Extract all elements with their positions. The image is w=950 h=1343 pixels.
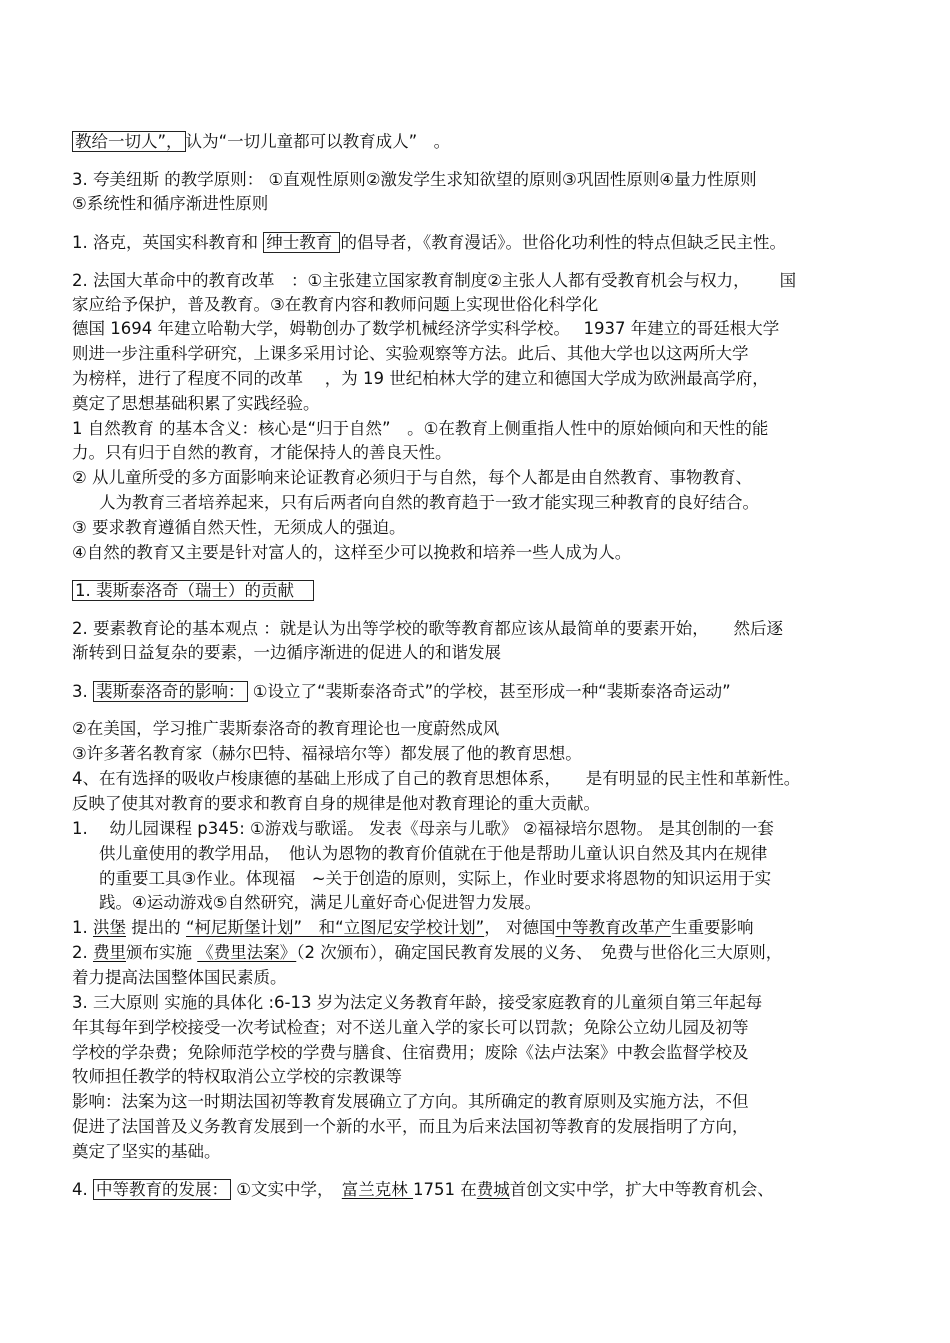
text-line: 2. 要素教育论的基本观点 ：就是认为出等学校的歌等教育都应该从最简单的要素开始， 然后逐 (72, 619, 783, 638)
text-line: 1. 幼儿园课程 p345: ①游戏与歌谣。 发表《母亲与儿歌》 ②福禄培尔恩物。 是其创制的一套 (72, 819, 774, 838)
text-line: ②在美国，学习推广裴斯泰洛奇的教育理论也一度蔚然成风 (72, 719, 500, 738)
text-line: 奠定了坚实的基础。 (72, 1142, 221, 1161)
text-line: 4、在有选择的吸收卢梭康德的基础上形成了自己的教育思想体系， 是有明显的民主性和革新性。 (72, 769, 801, 788)
text-line: 家应给予保护，普及教育。③在教育内容和教师问题上实现世俗化科学化 (72, 295, 599, 314)
text-line: 3. 三大原则 实施的具体化 :6-13 岁为法定义务教育年龄，接受家庭教育的儿童须自第三年起每 (72, 993, 763, 1012)
boxed-term: 绅士教育 (263, 232, 340, 253)
text-line: ③ 要求教育遵循自然天性，无须成人的强迫。 (72, 518, 406, 537)
text-line: 2. 费里颁布实施 《费里法案》（2 次颁布），确定国民教育发展的义务、 免费与世俗化三大原则， (72, 943, 783, 962)
text-line: ④自然的教育又主要是针对富人的，这样至少可以挽救和培养一些人成为人。 (72, 543, 632, 562)
text-line: 影响：法案为这一时期法国初等教育发展确立了方向。其所确定的教育原则及实施方法，不但 (72, 1092, 749, 1111)
text-line: 反映了使其对教育的要求和教育自身的规律是他对教育理论的重大贡献。 (72, 794, 600, 813)
text-line: 2. 法国大革命中的教育改革 ：①主张建立国家教育制度②主张人人都有受教育机会与权力， 国 (72, 271, 797, 290)
text-line: ⑤系统性和循序渐进性原则 (72, 194, 269, 213)
text-line: 力。只有归于自然的教育，才能保持人的善良天性。 (72, 443, 452, 462)
text-line: 供儿童使用的教学用品， 他认为恩物的教育价值就在于他是帮助儿童认识自然及其内在规律 (99, 844, 768, 863)
boxed-term: 中等教育的发展： (93, 1179, 231, 1200)
text-line: 年其每年到学校接受一次考试检查；对不送儿童入学的家长可以罚款；免除公立幼儿园及初等 (72, 1018, 749, 1037)
boxed-term: 教给一切人”， (72, 131, 186, 152)
text-line: 德国 1694 年建立哈勒大学，姆勒创办了数学机械经济学实科学校。 1937 年建立的哥廷根大学 (72, 319, 780, 338)
boxed-heading: 1. 裴斯泰洛奇（瑞士）的贡献 (72, 580, 314, 601)
text-line: 1. 洪堡 提出的 “柯尼斯堡计划” 和“立图尼安学校计划”， 对德国中等教育改革产生重要影响 (72, 918, 754, 937)
text-line: ② 从儿童所受的多方面影响来论证教育必须归于与自然，每个人都是由自然教育、事物教育、 (72, 468, 753, 487)
text-line: 则进一步注重科学研究，上课多采用讨论、实验观察等方法。此后、其他大学也以这两所大学 (72, 344, 749, 363)
text-line: 人为教育三者培养起来，只有后两者向自然的教育趋于一致才能实现三种教育的良好结合。 (99, 493, 759, 512)
text-line: 1. 洛克，英国实科教育和 绅士教育 的倡导者，《教育漫话》。世俗化功利性的特点但缺乏民主性。 (72, 233, 786, 252)
text-line: 奠定了思想基础积累了实践经验。 (72, 394, 320, 413)
text-line: 促进了法国普及义务教育发展到一个新的水平，而且为后来法国初等教育的发展指明了方向， (72, 1117, 749, 1136)
text-line: 学校的学杂费；免除师范学校的学费与膳食、住宿费用；废除《法卢法案》中教会监督学校及 (72, 1043, 749, 1062)
text-line: 3. 夸美纽斯 的教学原则： ①直观性原则②激发学生求知欲望的原则③巩固性原则④量力性原则 (72, 170, 757, 189)
text-line: 践。④运动游戏⑤自然研究，满足儿童好奇心促进智力发展。 (99, 893, 542, 912)
text-line: 1 自然教育 的基本含义：核心是“归于自然” 。①在教育上侧重指人性中的原始倾向和天性的能 (72, 419, 769, 438)
boxed-term: 裴斯泰洛奇的影响： (93, 681, 248, 702)
text-line: 着力提高法国整体国民素质。 (72, 968, 287, 987)
text-line: ③许多著名教育家（赫尔巴特、福禄培尔等）都发展了他的教育思想。 (72, 744, 582, 763)
text-line: 4. 中等教育的发展： ①文实中学， 富兰克林 1751 在费城首创文实中学，扩大中等教育机会、 (72, 1180, 774, 1199)
text-line: 的重要工具③作业。体现福 ~关于创造的原则，实际上，作业时要求将恩物的知识运用于实 (99, 869, 772, 888)
text-line: 3. 裴斯泰洛奇的影响： ①设立了“裴斯泰洛奇式”的学校，甚至形成一种“裴斯泰洛奇运动” (72, 682, 731, 701)
text-line: 渐转到日益复杂的要素，一边循序渐进的促进人的和谐发展 (72, 643, 501, 662)
text-line (72, 580, 314, 602)
text-line: 教给一切人”， 认为“一切儿童都可以教育成人” 。 (72, 131, 450, 153)
text-line: 为榜样，进行了程度不同的改革 ，为 19 世纪柏林大学的建立和德国大学成为欧洲最高学府， (72, 369, 769, 388)
text-line: 牧师担任教学的特权取消公立学校的宗教课等 (72, 1067, 402, 1086)
